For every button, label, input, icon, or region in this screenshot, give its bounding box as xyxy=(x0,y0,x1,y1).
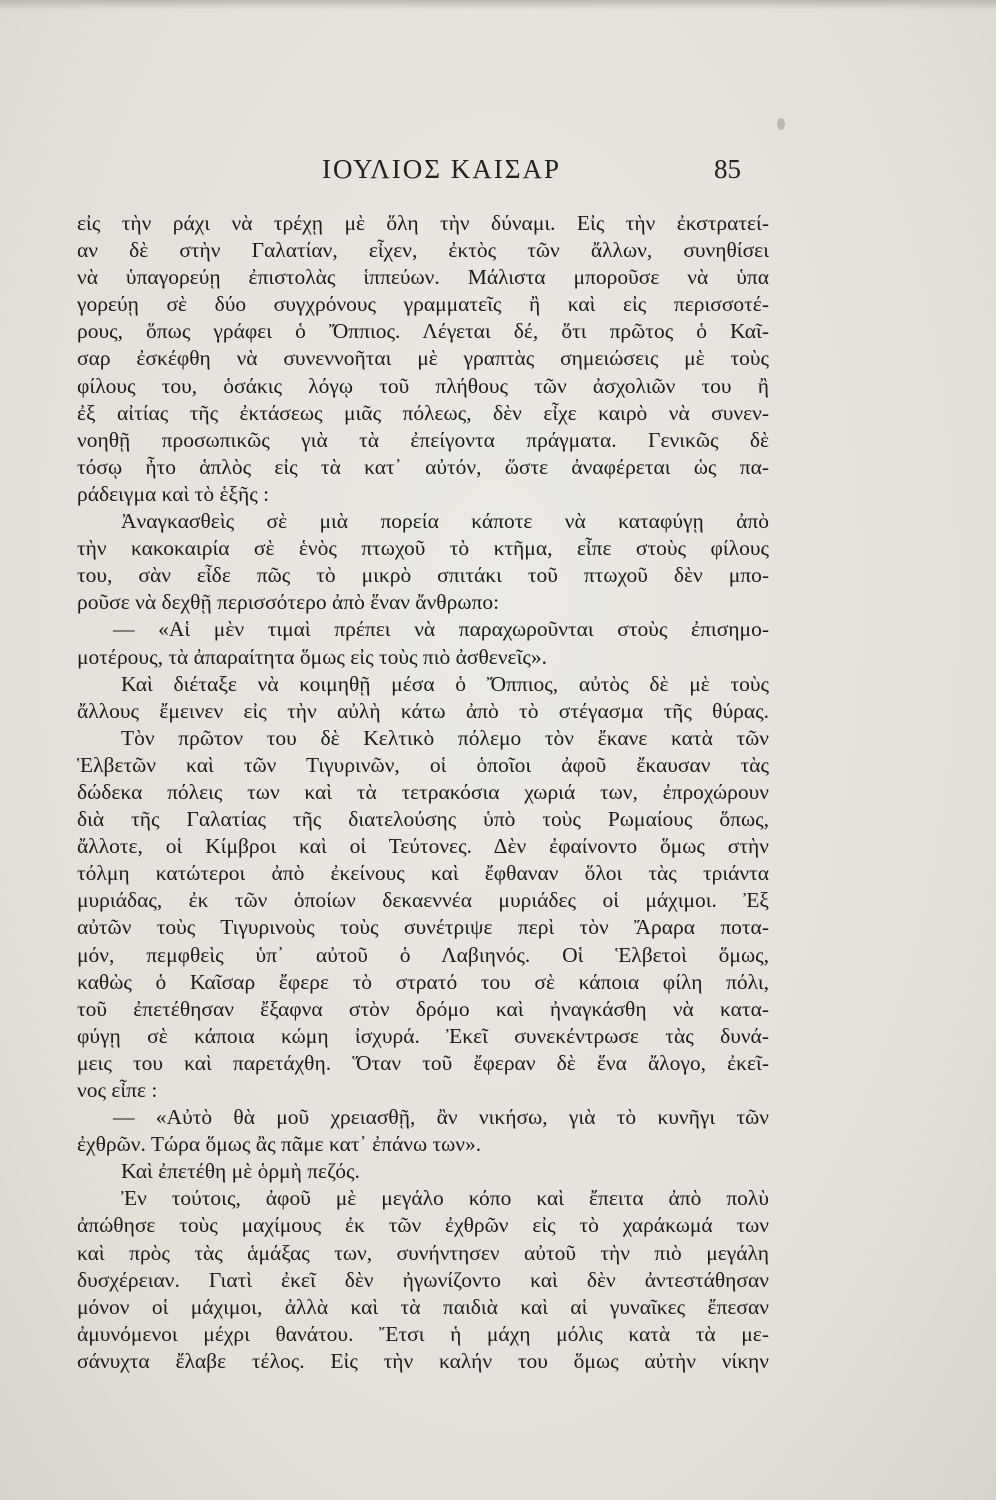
text-line: φίλους του, ὁσάκις λόγῳ τοῦ πλήθους τῶν ἀσχολιῶν του ἢ xyxy=(77,373,769,398)
text-line: εἰς τὴν ράχι νὰ τρέχῃ μὲ ὅλη τὴν δύναμι. Εἰς τὴν ἐκστρατεί- xyxy=(77,211,769,235)
text-line: τόσῳ ἦτο ἁπλὸς εἰς τὰ κατ᾽ αὐτόν, ὥστε ἀναφέρεται ὡς πα- xyxy=(77,454,769,479)
text-line: Ἀναγκασθεὶς σὲ μιὰ πορεία κάποτε νὰ καταφύγῃ ἀπὸ xyxy=(121,509,769,534)
text-line: μεις του καὶ παρετάχθη. Ὅταν τοῦ ἔφεραν δὲ ἕνα ἄλογο, ἐκεῖ- xyxy=(77,1050,769,1075)
text-line: τόλμη κατώτεροι ἀπὸ ἐκείνους καὶ ἔφθαναν ὅλοι τὰς τριάντα xyxy=(77,861,769,886)
running-title: ΙΟΥΛΙΟΣ ΚΑΙΣΑΡ xyxy=(322,154,561,184)
text-line: ἄλλοτε, οἱ Κίμβροι καὶ οἱ Τεύτονες. Δὲν ἐφαίνοντο ὅμως στὴν xyxy=(77,834,769,859)
text-line: — «Αὐτὸ θὰ μοῦ χρειασθῇ, ἂν νικήσω, γιὰ τὸ κυνῆγι τῶν xyxy=(113,1105,769,1130)
text-line: Τὸν πρῶτον του δὲ Κελτικὸ πόλεμο τὸν ἔκανε κατὰ τῶν xyxy=(121,725,769,750)
text-line: του, σὰν εἶδε πῶς τὸ μικρὸ σπιτάκι τοῦ πτωχοῦ δὲν μπο- xyxy=(77,563,769,588)
text-line: καθὼς ὁ Καῖσαρ ἔφερε τὸ στρατό του σὲ κάποια φίλη πόλι, xyxy=(77,969,769,994)
text-line: νοηθῇ προσωπικῶς γιὰ τὰ ἐπείγοντα πράγματα. Γενικῶς δὲ xyxy=(77,427,769,452)
text-line: Καὶ διέταξε νὰ κοιμηθῇ μέσα ὁ Ὄππιος, αὐτὸς δὲ μὲ τοὺς xyxy=(121,671,769,696)
page-number: 85 xyxy=(714,154,741,184)
text-line: ἀμυνόμενοι μέχρι θανάτου. Ἔτσι ἡ μάχη μόλις κατὰ τὰ με- xyxy=(77,1321,769,1346)
text-line: Ἐν τούτοις, ἀφοῦ μὲ μεγάλο κόπο καὶ ἔπειτα ἀπὸ πολὺ xyxy=(121,1186,769,1211)
text-line: σαρ ἐσκέφθη νὰ συνεννοῆται μὲ γραπτὰς σημειώσεις μὲ τοὺς xyxy=(77,346,769,371)
text-line: αν δὲ στὴν Γαλατίαν, εἶχεν, ἐκτὸς τῶν ἄλλων, συνηθίσει xyxy=(77,238,769,263)
page-top-edge xyxy=(0,0,996,10)
text-line: νος εἶπε : xyxy=(77,1078,158,1102)
text-line: μοτέρους, τὰ ἀπαραίτητα ὅμως εἰς τοὺς πιὸ ἀσθενεῖς». xyxy=(77,644,547,669)
text-line: μόν, πεμφθεὶς ὑπ᾽ αὐτοῦ ὁ Λαβιηνός. Οἱ Ἑλβετοὶ ὅμως, xyxy=(77,942,769,967)
text-line: δώδεκα πόλεις των καὶ τὰ τετρακόσια χωριά των, ἐπροχώρουν xyxy=(77,779,769,804)
text-line: σάνυχτα ἔλαβε τέλος. Εἰς τὴν καλήν του ὅμως αὐτὴν νίκην xyxy=(77,1348,769,1373)
text-line: ἄλλους ἔμεινεν εἰς τὴν αὐλὴ κάτω ἀπὸ τὸ στέγασμα τῆς θύρας. xyxy=(77,698,769,723)
text-line: ἐχθρῶν. Τώρα ὅμως ἂς πᾶμε κατ᾽ ἐπάνω των». xyxy=(77,1132,482,1157)
text-line: νὰ ὑπαγορεύῃ ἐπιστολὰς ἱππεύων. Μάλιστα μποροῦσε νὰ ὑπα xyxy=(77,265,769,290)
text-line: φύγῃ σὲ κάποια κώμη ἰσχυρά. Ἐκεῖ συνεκέντρωσε τὰς δυνά- xyxy=(77,1023,769,1048)
text-line: ρους, ὅπως γράφει ὁ Ὄππιος. Λέγεται δέ, ὅτι πρῶτος ὁ Καῖ- xyxy=(77,319,769,344)
text-line: γορεύῃ σὲ δύο συγχρόνους γραμματεῖς ἢ καὶ εἰς περισσοτέ- xyxy=(77,292,769,317)
text-line: αὐτῶν τοὺς Τιγυρινοὺς τοὺς συνέτριψε περὶ τὸν Ἄραρα ποτα- xyxy=(77,915,769,940)
text-line: τοῦ ἐπετέθησαν ἔξαφνα στὸν δρόμο καὶ ἠναγκάσθη νὰ κατα- xyxy=(77,996,769,1021)
text-line: ἀπώθησε τοὺς μαχίμους ἐκ τῶν ἐχθρῶν εἰς τὸ χαράκωμά των xyxy=(77,1213,769,1238)
text-line: Καὶ ἐπετέθη μὲ ὁρμὴ πεζός. xyxy=(121,1159,360,1184)
text-line: ράδειγμα καὶ τὸ ἑξῆς : xyxy=(77,481,270,506)
text-line: δυσχέρειαν. Γιατὶ ἐκεῖ δὲν ἠγωνίζοντο καὶ δὲν ἀντεστάθησαν xyxy=(77,1267,769,1292)
text-line: ροῦσε νὰ δεχθῇ περισσότερο ἀπὸ ἕναν ἄνθρωπο: xyxy=(77,590,500,615)
text-line: καὶ πρὸς τὰς ἁμάξας των, συνήντησεν αὐτοῦ τὴν πιὸ μεγάλη xyxy=(77,1240,769,1265)
body-text xyxy=(77,210,769,1375)
text-line: διὰ τῆς Γαλατίας τῆς διατελούσης ὑπὸ τοὺς Ρωμαίους ὅπως, xyxy=(77,807,769,832)
text-line: τὴν κακοκαιρία σὲ ἑνὸς πτωχοῦ τὸ κτῆμα, εἶπε στοὺς φίλους xyxy=(77,536,769,561)
text-line: μυριάδας, ἐκ τῶν ὁποίων δεκαεννέα μυριάδες οἱ μάχιμοι. Ἐξ xyxy=(77,888,769,913)
page-header xyxy=(0,148,996,188)
text-line: — «Αἱ μὲν τιμαὶ πρέπει νὰ παραχωροῦνται στοὺς ἐπισημο- xyxy=(113,617,769,642)
text-line: Ἑλβετῶν καὶ τῶν Τιγυρινῶν, οἱ ὁποῖοι ἀφοῦ ἔκαυσαν τὰς xyxy=(77,752,769,777)
ink-smudge xyxy=(777,118,785,130)
text-line: μόνον οἱ μάχιμοι, ἀλλὰ καὶ τὰ παιδιὰ καὶ αἱ γυναῖκες ἔπεσαν xyxy=(77,1294,769,1319)
text-line: ἐξ αἰτίας τῆς ἐκτάσεως μιᾶς πόλεως, δὲν εἶχε καιρὸ νὰ συνεν- xyxy=(77,400,769,425)
